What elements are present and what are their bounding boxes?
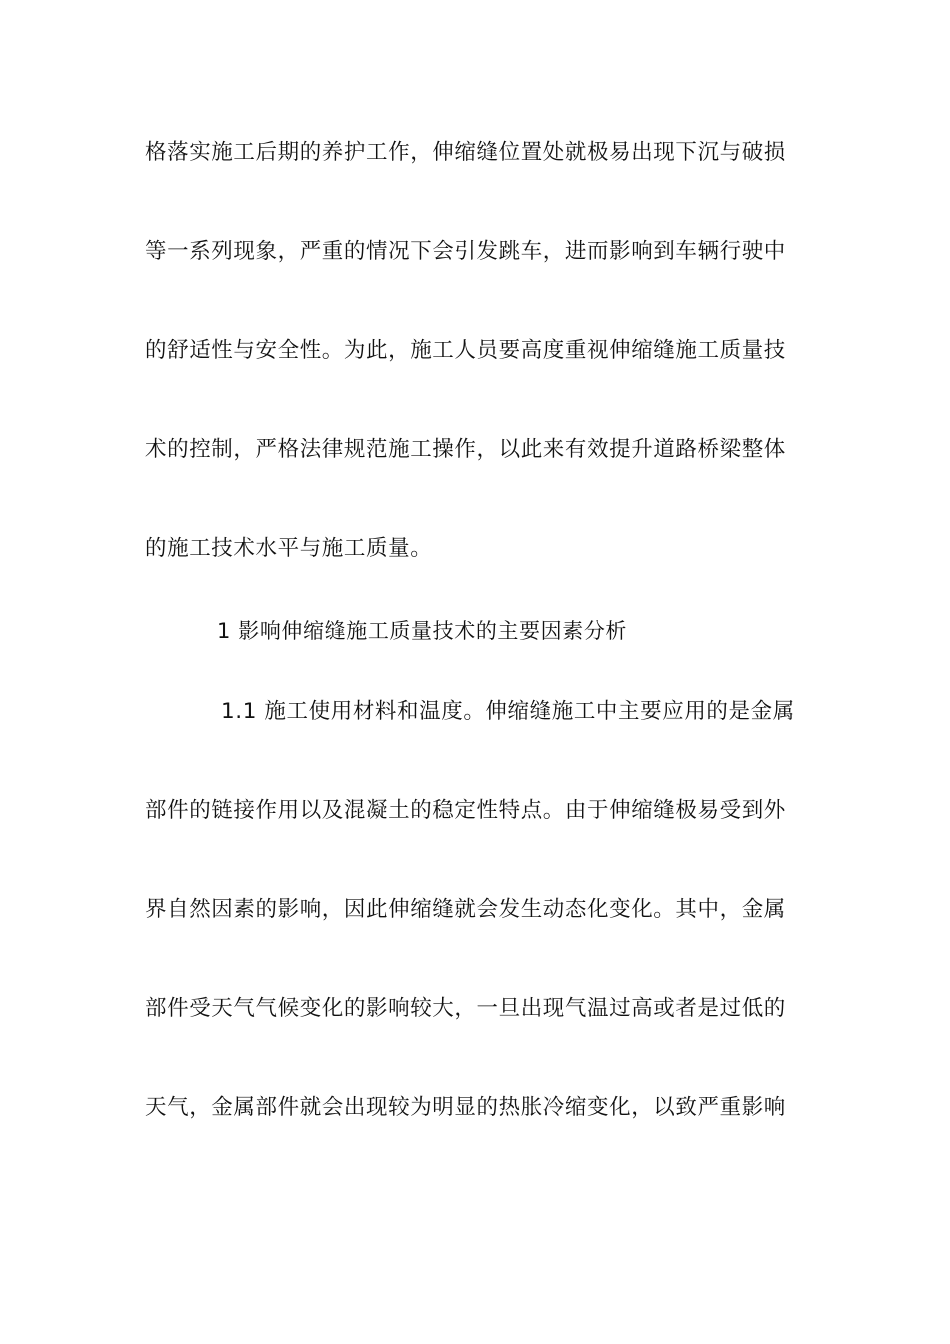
body-text-line: 格落实施工后期的养护工作，伸缩缝位置处就极易出现下沉与破损 <box>145 140 786 165</box>
body-text-line: 部件的链接作用以及混凝土的稳定性特点。由于伸缩缝极易受到外 <box>145 798 786 823</box>
body-text-line: 天气，金属部件就会出现较为明显的热胀冷缩变化，以致严重影响 <box>145 1095 786 1120</box>
body-text-line: 等一系列现象，严重的情况下会引发跳车，进而影响到车辆行驶中 <box>145 239 786 264</box>
body-text-line: 的舒适性与安全性。为此，施工人员要高度重视伸缩缝施工质量技 <box>145 338 786 363</box>
section-heading: 1 影响伸缩缝施工质量技术的主要因素分析 <box>217 619 628 643</box>
body-text-line: 1.1 施工使用材料和温度。伸缩缝施工中主要应用的是金属 <box>221 699 795 724</box>
body-text-line: 的施工技术水平与施工质量。 <box>145 536 433 561</box>
body-text-line: 部件受天气气候变化的影响较大，一旦出现气温过高或者是过低的 <box>145 996 786 1021</box>
body-text-line: 界自然因素的影响，因此伸缩缝就会发生动态化变化。其中，金属 <box>145 897 786 922</box>
body-text-line: 术的控制，严格法律规范施工操作，以此来有效提升道路桥梁整体 <box>145 437 786 462</box>
